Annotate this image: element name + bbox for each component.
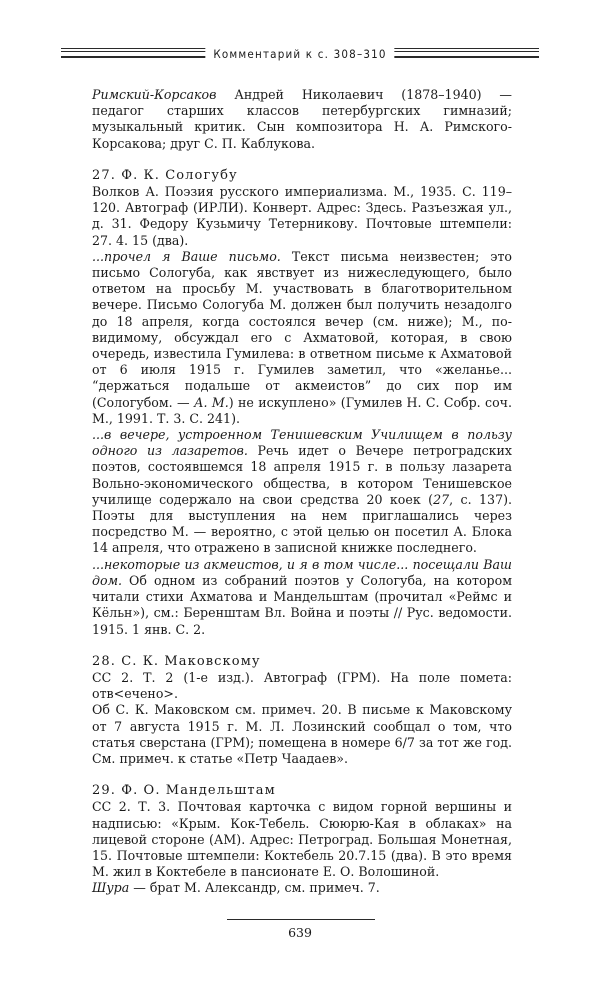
editor-initials: А. М. <box>193 394 229 410</box>
paragraph-rimsky-korsakov <box>92 87 512 152</box>
person-name: Римский-Корсаков <box>92 87 217 102</box>
section-heading-28: 28. С. К. Маковскому <box>92 653 261 669</box>
section-29-source: СС 2. Т. 3. Почтовая карточка с видом горной вершины и надписью: «Крым. Кок-Тебель. Сююрю-Кая в облаках» на лицевой стороне (АМ). Адрес: Петроград. Большая Монетная, 15. Почтовые штемпели: Коктебель 20.7.15 (два). В это время М. жил в Коктебеле в пансионате Е. О. Волошиной. <box>92 799 512 880</box>
section-28-source: СС 2. Т. 2 (1-е изд.). Автограф (ГРМ). На поле помета: отв<ечено>. <box>92 669 512 702</box>
comment-text: ) не искуплено» (Гумилев Н. С. Собр. соч. М., 1991. Т. 3. С. 241). <box>92 394 512 426</box>
header-title: Комментарий к с. 308–310 <box>205 46 394 62</box>
section-28-comment-1: Об С. К. Маковском см. примеч. 20. В письме к Маковскому от 7 августа 1915 г. М. Л. Лозинский сообщал о том, что статья сверстана (ГРМ); помещена в номере 6/7 за тот же год. См. примеч. к статье «Петр Чаадаев». <box>92 702 512 766</box>
section-27-comment-1 <box>92 249 512 427</box>
section-27-source: Волков А. Поэзия русского империализма. М., 1935. С. 119–120. Автограф (ИРЛИ). Конверт. Адрес: Здесь. Разъезжая ул., д. 31. Федору Кузьмичу Тетерникову. Почтовые штемпели: 27. 4. 15 (два). <box>92 184 512 248</box>
quote: ...в вечере, устроенном Тенишевским Училищем в пользу одного из лазаретов. <box>92 427 512 459</box>
comment-text: Об одном из собраний поэтов у Сологуба, на котором читали стихи Ахматова и Мандельштам (прочитал «Реймс и Кёльн»), см.: Беренштам Вл. Война и поэты // Рус. ведомости. 1915. 1 янв. С. 2. <box>92 572 512 637</box>
section-heading-29: 29. Ф. О. Мандельштам <box>92 783 276 799</box>
running-header <box>61 46 539 66</box>
section-27-comment-2 <box>92 427 512 557</box>
comment-text: , с. 137). Поэты для выступления на нем приглашались через посредство М. — вероятно, с этой целью он посетил А. Блока 14 апреля, что отражено в записной книжке последнего. <box>92 491 512 556</box>
comment-text: Речь идет о Вечере петроградских поэтов, состоявшемся 18 апреля 1915 г. в пользу лазарета Вольно-экономического общества, в котором Тенишевское училище содержало на свои средства 20 коек ( <box>92 443 512 507</box>
comment-text: — брат М. Александр, см. примеч. 7. <box>129 880 380 896</box>
section-29-comment-1 <box>92 880 512 896</box>
page-body <box>92 87 512 897</box>
person-name: Шура <box>92 880 130 896</box>
quote: ...некоторые из акмеистов, и я в том числе... посещали Ваш дом. <box>92 556 512 588</box>
reference-number: 27 <box>433 491 450 507</box>
footer-rule <box>227 919 375 920</box>
page-number: 639 <box>288 925 312 940</box>
section-heading-27: 27. Ф. К. Сологубу <box>92 167 238 183</box>
section-27-comment-3 <box>92 557 512 638</box>
quote: ...прочел я Ваше письмо. <box>92 248 281 264</box>
paragraph-text: Андрей Николаевич (1878–1940) — педагог старших классов петербургских гимназий; музыкальный критик. Сын композитора Н. А. Римского-Корсакова; друг С. П. Каблукова. <box>92 87 512 151</box>
comment-text: Текст письма неизвестен; это письмо Сологуба, как явствует из нижеследующего, было ответом на просьбу М. участвовать в благотворительном вечере. Письмо Сологуба М. должен был получить незадолго до 18 апреля, когда состоялся вечер (см. ниже); М., по-видимому, обсуждал его с Ахматовой, которая, в свою очередь, известила Гумилева: в ответном письме к Ахматовой от 6 июля 1915 г. Гумилев заметил, что «желанье... “держаться подальше от акмеистов” до сих пор им (Сологубом. — <box>92 248 513 410</box>
